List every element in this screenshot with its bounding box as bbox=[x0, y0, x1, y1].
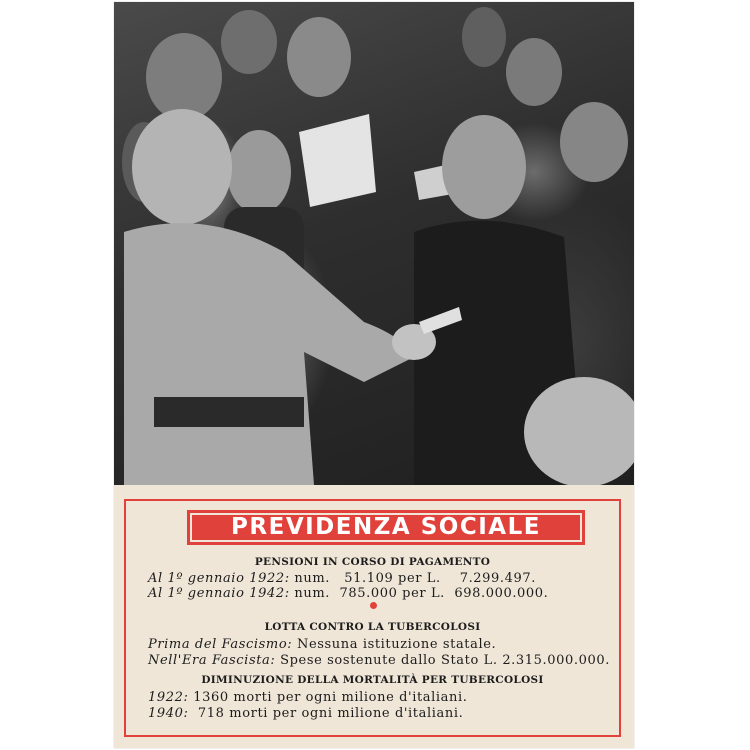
tuberculosis-heading: LOTTA CONTRO LA TUBERCOLOSI bbox=[264, 621, 481, 633]
pensioni-row-1-values: num. 51.109 per L. 7.299.497. bbox=[289, 571, 536, 586]
banner-title: PREVIDENZA SOCIALE bbox=[187, 510, 585, 545]
mortality-heading: DIMINUZIONE DELLA MORTALITÀ PER TUBERCOLOSI bbox=[201, 674, 544, 686]
mortality-row-1 bbox=[148, 690, 618, 705]
tuberculosis-row-2 bbox=[148, 653, 618, 668]
mortality-row-1-text: 1360 morti per ogni milione d'italiani. bbox=[188, 690, 468, 705]
mortality-row-2 bbox=[148, 706, 618, 721]
pensioni-row-2 bbox=[148, 586, 618, 601]
archival-photo bbox=[114, 2, 634, 485]
pensioni-row-1 bbox=[148, 571, 618, 586]
mortality-row-2-year: 1940: bbox=[148, 706, 189, 721]
pensioni-heading: PENSIONI IN CORSO DI PAGAMENTO bbox=[254, 556, 491, 568]
info-panel bbox=[124, 499, 621, 737]
postcard bbox=[114, 2, 634, 748]
tuberculosis-row-1-lead: Prima del Fascismo: bbox=[148, 637, 293, 652]
mortality-row-1-year: 1922: bbox=[148, 690, 189, 705]
pensioni-row-2-values: num. 785.000 per L. 698.000.000. bbox=[289, 586, 549, 601]
pensioni-row-2-date: Al 1º gennaio 1942: bbox=[148, 586, 290, 601]
tuberculosis-row-1 bbox=[148, 637, 618, 652]
tuberculosis-row-2-lead: Nell'Era Fascista: bbox=[148, 653, 276, 668]
photo-illustration bbox=[114, 2, 634, 485]
tuberculosis-row-2-text: Spese sostenute dallo Stato L. 2.315.000.000. bbox=[275, 653, 610, 668]
separator-dot bbox=[370, 602, 377, 609]
mortality-row-2-text: 718 morti per ogni milione d'italiani. bbox=[188, 706, 464, 721]
tuberculosis-row-1-text: Nessuna istituzione statale. bbox=[292, 637, 497, 652]
pensioni-row-1-date: Al 1º gennaio 1922: bbox=[148, 571, 290, 586]
